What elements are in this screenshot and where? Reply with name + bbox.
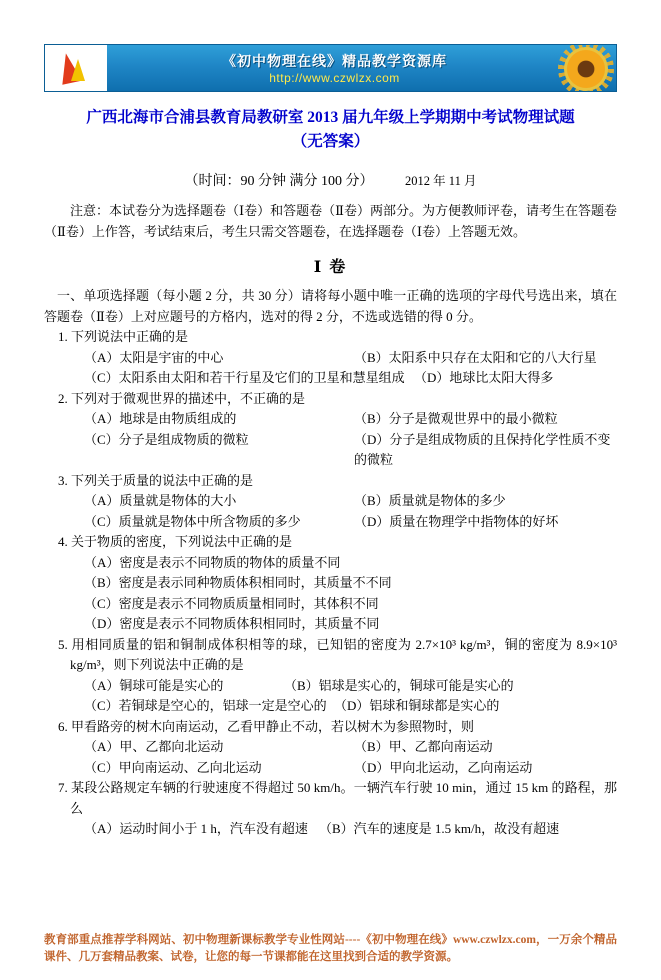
flame-logo-inner-icon [71, 59, 85, 81]
option-group [44, 737, 617, 778]
option-b: （B）甲、乙都向南运动 [354, 739, 493, 754]
option-group [44, 409, 617, 471]
option-group [44, 676, 617, 717]
option-b: （B）太阳系中只存在太阳和它的八大行星 [354, 349, 597, 365]
question-stem [44, 778, 617, 819]
option-d: （D）分子是组成物质的且保持化学性质不变的微粒 [354, 431, 611, 467]
option-c: （C）若铜球是空心的，铝球一定是空心的 [84, 698, 327, 713]
option-b: （B）汽车的速度是 1.5 km/h，故没有超速 [319, 821, 560, 836]
section-juan-1: Ⅰ 卷 [313, 259, 348, 276]
option-row [84, 696, 617, 717]
question-text: 下列对于微观世界的描述中，不正确的是 [71, 390, 306, 406]
document-page [0, 44, 661, 980]
option-row [84, 737, 617, 758]
option-group [44, 553, 617, 635]
question-number: 4. [58, 534, 68, 549]
question-number: 7. [58, 780, 68, 795]
question-text: 用相同质量的铝和铜制成体积相等的球，已知铝的密度为 2.7×10³ kg/m³，铜的密度为 8.9×10³ kg/m³，则下列说法中正确的是 [70, 636, 617, 672]
banner-title: 《初中物理在线》精品教学资源库 [222, 55, 447, 70]
option-row [84, 512, 617, 533]
option-c: （C）密度是表示不同物质质量相同时，其体积不同 [84, 595, 379, 611]
option-a: （A）地球是由物质组成的 [84, 411, 237, 426]
option-d: （D）地球比太阳大得多 [414, 370, 554, 385]
option-c: （C）分子是组成物质的微粒 [84, 431, 249, 447]
exam-date: 2012 年 11 月 [405, 174, 477, 188]
question-item [44, 389, 617, 471]
question-text: 关于物质的密度，下列说法中正确的是 [71, 534, 293, 549]
question-list [44, 327, 617, 840]
option-b: （B）质量就是物体的多少 [354, 493, 506, 508]
option-c: （C）质量就是物体中所含物质的多少 [84, 513, 301, 529]
question-text: 某段公路规定车辆的行驶速度不得超过 50 km/h。一辆汽车行驶 10 min，通过 15 km 的路程，那么 [70, 780, 618, 816]
question-stem [44, 532, 617, 553]
exam-time-score: （时间：90 分钟 满分 100 分） [184, 174, 374, 189]
page-title [44, 106, 617, 154]
question-number: 6. [58, 718, 68, 734]
option-row [84, 430, 617, 471]
option-row [84, 409, 617, 430]
question-item [44, 717, 617, 779]
exam-notice: 注意：本试卷分为选择题卷（Ⅰ卷）和答题卷（Ⅱ卷）两部分。为方便教师评卷，请考生在答题卷（Ⅱ卷）上作答，考试结束后，考生只需交答题卷，在选择题卷（Ⅰ卷）上答题无效。 [44, 203, 617, 239]
option-d: （D）甲向北运动，乙向南运动 [354, 759, 533, 775]
option-a: （A）密度是表示不同物质的物体的质量不同 [84, 554, 341, 570]
question-number: 2. [58, 390, 68, 406]
option-a: （A）铜球可能是实心的 [84, 677, 224, 693]
question-number: 1. [58, 329, 68, 344]
question-text: 下列关于质量的说法中正确的是 [71, 472, 254, 488]
question-stem [44, 327, 617, 348]
option-d: （D）铝球和铜球都是实心的 [334, 698, 500, 713]
option-a: （A）甲、乙都向北运动 [84, 739, 224, 754]
option-row [84, 676, 617, 697]
question-stem [44, 717, 617, 738]
question-stem [44, 635, 617, 676]
section-instructions: 一、单项选择题（每小题 2 分，共 30 分）请将每小题中唯一正确的选项的字母代号选出来，填在答题卷（Ⅱ卷）上对应题号的方格内，选对的得 2 分，不选或选错的得 0 分。 [44, 288, 617, 324]
question-text: 下列说法中正确的是 [71, 329, 189, 344]
question-item [44, 327, 617, 389]
page-title-line1: 广西北海市合浦县教育局教研室 2013 届九年级上学期期中考试物理试题 [86, 109, 575, 126]
sunflower-icon [564, 47, 608, 91]
option-a: （A）太阳是宇宙的中心 [84, 349, 224, 365]
option-b: （B）分子是微观世界中的最小微粒 [354, 411, 558, 426]
question-number: 5. [58, 636, 68, 652]
question-item [44, 532, 617, 635]
option-c: （C）太阳系由太阳和若干行星及它们的卫星和慧星组成 [84, 370, 405, 385]
page-title-line2: （无答案） [291, 133, 370, 150]
option-row [84, 819, 617, 840]
option-d: （D）质量在物理学中指物体的好坏 [354, 513, 559, 529]
option-b: （B）密度是表示同种物质体积相同时，其质量不不同 [84, 575, 392, 590]
option-group [44, 491, 617, 532]
option-c: （C）甲向南运动、乙向北运动 [84, 759, 262, 775]
option-b: （B）铝球是实心的，铜球可能是实心的 [284, 677, 514, 693]
question-text: 甲看路旁的树木向南运动，乙看甲静止不动，若以树木为参照物时，则 [71, 718, 475, 734]
question-stem [44, 471, 617, 492]
option-row [84, 491, 617, 512]
site-banner [44, 44, 617, 92]
question-item [44, 635, 617, 717]
question-stem [44, 389, 617, 410]
option-d: （D）密度是表示不同物质体积相同时，其质量不同 [84, 616, 380, 631]
option-row [84, 368, 617, 389]
question-item [44, 778, 617, 840]
option-row [84, 348, 617, 369]
option-group [44, 348, 617, 389]
option-group [44, 819, 617, 840]
question-number: 3. [58, 472, 68, 488]
page-footer: 教育部重点推荐学科网站、初中物理新课标教学专业性网站----《初中物理在线》www.czwlzx.com，一万余个精品课件、几万套精品教案、试卷，让您的每一节课都能在这里找到合适的教学资源。 [44, 934, 617, 963]
option-a: （A）运动时间小于 1 h，汽车没有超速 [84, 821, 308, 836]
option-row [84, 758, 617, 779]
option-a: （A）质量就是物体的大小 [84, 493, 237, 508]
question-item [44, 471, 617, 533]
exam-meta [44, 170, 617, 190]
banner-url[interactable]: http://www.czwlzx.com [269, 71, 400, 85]
